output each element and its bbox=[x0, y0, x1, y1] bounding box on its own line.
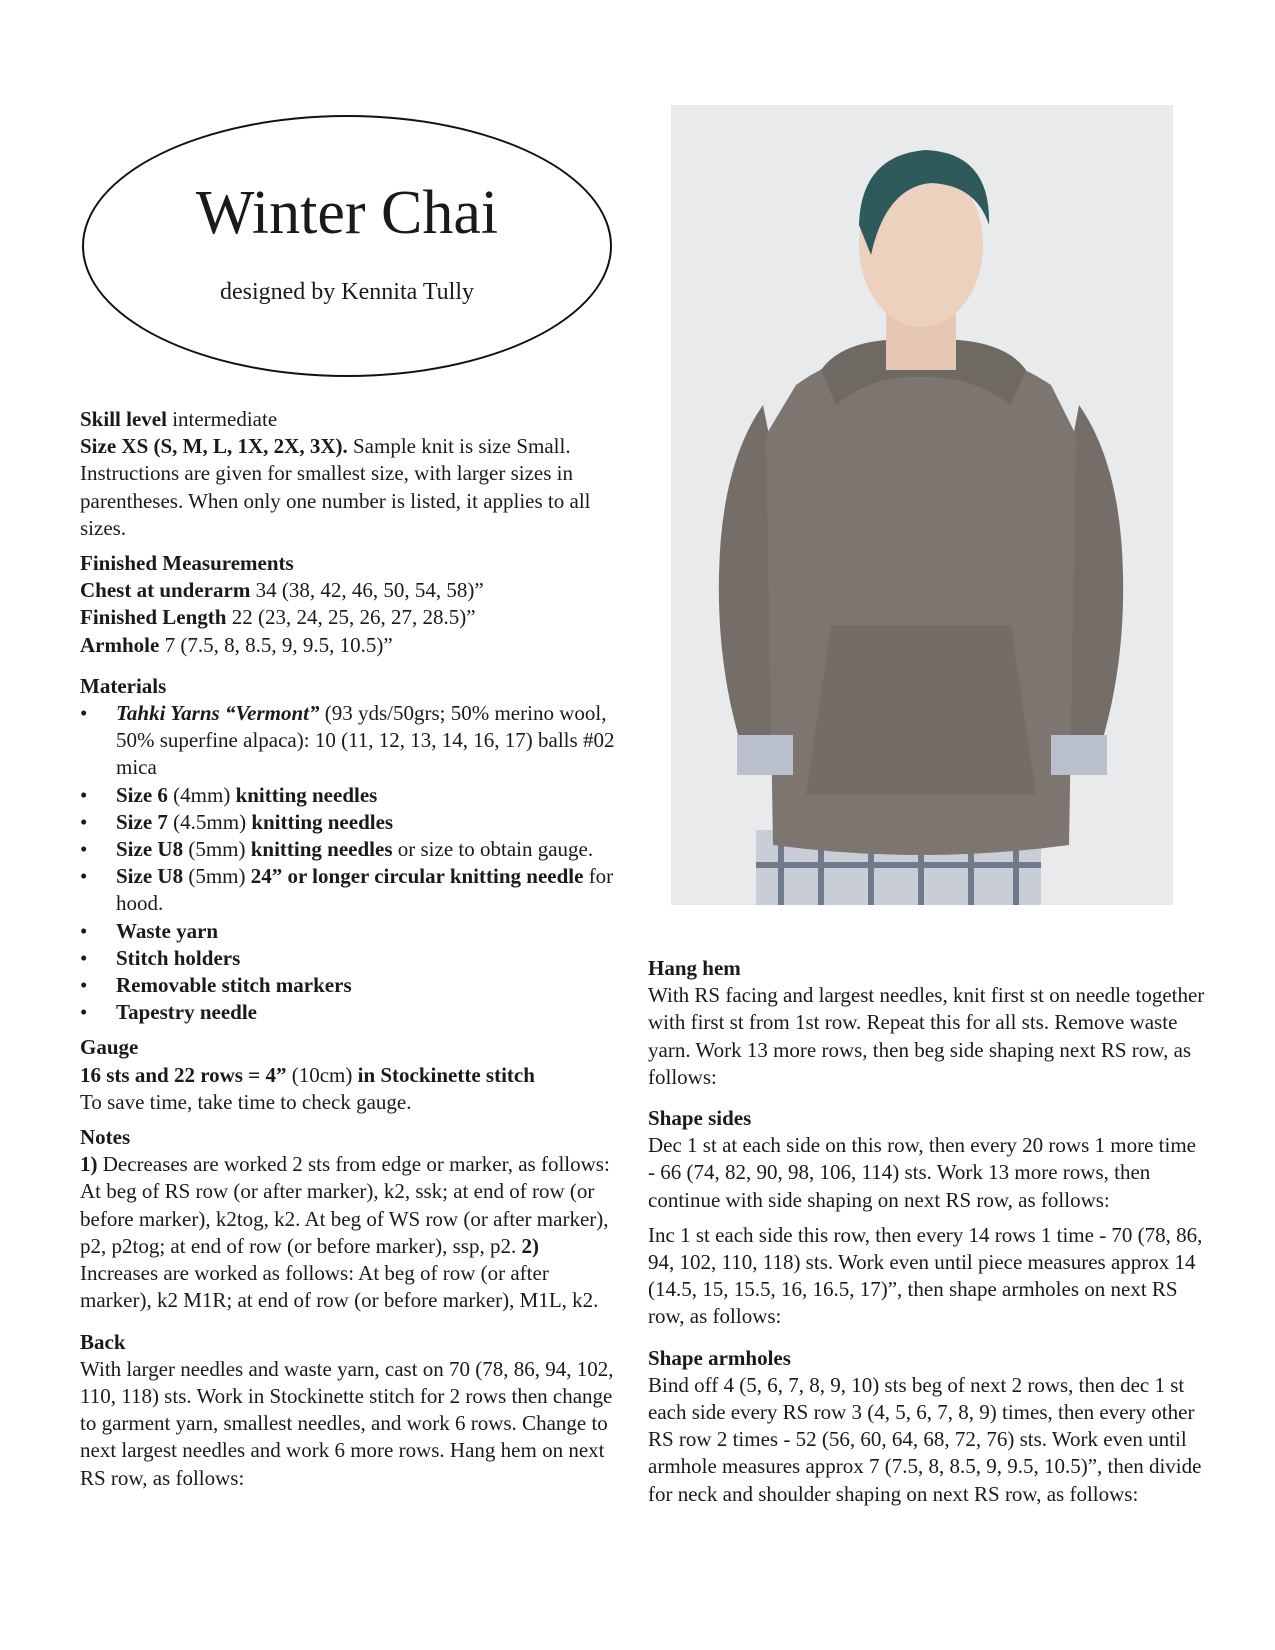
gauge-note: To save time, take time to check gauge. bbox=[80, 1089, 412, 1114]
list-item: • Tapestry needle bbox=[80, 999, 620, 1026]
sweater-illustration bbox=[671, 105, 1173, 905]
designer-byline: designed by Kennita Tully bbox=[219, 279, 474, 305]
measurements-heading: Finished Measurements bbox=[80, 551, 294, 576]
left-column bbox=[80, 406, 620, 1492]
notes-heading: Notes bbox=[80, 1125, 131, 1150]
chest-measurement: Chest at underarm 34 (38, 42, 46, 50, 54, 58)” bbox=[80, 578, 484, 603]
size-info: Size XS (S, M, L, 1X, 2X, 3X). Sample knit is size Small. Instructions are given for smallest size, with larger sizes in parentheses. When only one number is listed, it applies to all sizes. bbox=[80, 434, 591, 540]
materials-list bbox=[80, 700, 620, 1026]
list-item: • Stitch holders bbox=[80, 945, 620, 972]
list-item: • Size U8 (5mm) knitting needles or size to obtain gauge. bbox=[80, 836, 620, 863]
shape-sides-heading: Shape sides bbox=[648, 1106, 752, 1131]
back-text: With larger needles and waste yarn, cast on 70 (78, 86, 94, 102, 110, 118) sts. Work in Stockinette stitch for 2 rows then change to garment yarn, smallest needles, and work 6 rows. Change to next largest needles and work 6 more rows. Hang hem on next RS row, as follows: bbox=[80, 1356, 614, 1490]
model-photo bbox=[671, 105, 1173, 905]
list-item: • Size 6 (4mm) knitting needles bbox=[80, 782, 620, 809]
materials-heading: Materials bbox=[80, 673, 167, 698]
list-item: • Waste yarn bbox=[80, 918, 620, 945]
list-item: • Tahki Yarns “Vermont” (93 yds/50grs; 50% merino wool, 50% superfine alpaca): 10 (11, 12, 13, 14, 16, 17) balls #02 mica bbox=[80, 700, 620, 782]
list-item: • Size 7 (4.5mm) knitting needles bbox=[80, 809, 620, 836]
shape-armholes-heading: Shape armholes bbox=[648, 1345, 791, 1370]
armhole-measurement: Armhole 7 (7.5, 8, 8.5, 9, 9.5, 10.5)” bbox=[80, 632, 393, 657]
pattern-title: Winter Chai bbox=[195, 179, 499, 247]
list-item: • Removable stitch markers bbox=[80, 972, 620, 999]
skill-level: Skill level intermediate bbox=[80, 407, 278, 431]
list-item: • Size U8 (5mm) 24” or longer circular knitting needle for hood. bbox=[80, 863, 620, 917]
hang-hem-text: With RS facing and largest needles, knit first st on needle together with first st from 1st row. Repeat this for all sts. Remove waste yarn. Work 13 more rows, then beg side shaping next RS row, as follows: bbox=[648, 983, 1205, 1089]
back-heading: Back bbox=[80, 1329, 126, 1354]
gauge-spec: 16 sts and 22 rows = 4” (10cm) in Stockinette stitch bbox=[80, 1062, 535, 1087]
notes-text: 1) Decreases are worked 2 sts from edge or marker, as follows: At beg of RS row (or after marker), k2, ssk; at end of row (or before marker), k2tog, k2. At beg of WS row (or after marker), p2, p2tog; at end of row (or before marker), ssp, p2. 2) Increases are worked as follows: At beg of row (or after marker), k2 M1R; at end of row (or before marker), M1L, k2. bbox=[80, 1152, 610, 1313]
shape-sides-text-1: Dec 1 st at each side on this row, then every 20 rows 1 more time - 66 (74, 82, 90, 98, 106, 114) sts. Work 13 more rows, then continue with side shaping on next RS row, as follows: bbox=[648, 1133, 1196, 1212]
hang-hem-heading: Hang hem bbox=[648, 956, 741, 980]
length-measurement: Finished Length 22 (23, 24, 25, 26, 27, 28.5)” bbox=[80, 605, 476, 630]
shape-armholes-text: Bind off 4 (5, 6, 7, 8, 9, 10) sts beg of next 2 rows, then dec 1 st each side every RS row 3 (4, 5, 6, 7, 8, 9) times, then every other RS row 2 times - 52 (56, 60, 64, 68, 72, 76) sts. Work even until armhole measures approx 7 (7.5, 8, 8.5, 9, 9.5, 10.5)”, then divide for neck and shoulder shaping on next RS row, as follows: bbox=[648, 1372, 1202, 1506]
gauge-heading: Gauge bbox=[80, 1035, 139, 1060]
shape-sides-text-2: Inc 1 st each side this row, then every 14 rows 1 time - 70 (78, 86, 94, 102, 110, 118) sts. Work even until piece measures approx 14 (14.5, 15, 15.5, 16, 16.5, 17)”, then shape armholes on next RS row, as follows: bbox=[648, 1222, 1203, 1329]
right-column bbox=[648, 955, 1208, 1508]
